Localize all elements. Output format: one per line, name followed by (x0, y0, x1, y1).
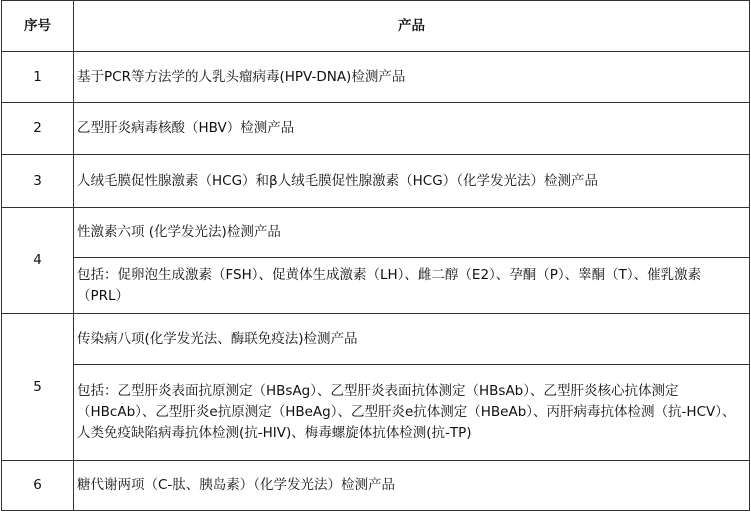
row-index: 5 (2, 314, 74, 461)
row-product: 乙型肝炎病毒核酸（HBV）检测产品 (74, 103, 750, 155)
header-product: 产品 (74, 1, 750, 52)
row-product: 性激素六项 (化学发光法)检测产品 (74, 208, 750, 258)
row-index: 4 (2, 208, 74, 314)
row-product: 传染病八项(化学发光法、酶联免疫法)检测产品 (74, 314, 750, 365)
row-product: 基于PCR等方法学的人乳头瘤病毒(HPV-DNA)检测产品 (74, 52, 750, 103)
row-product: 糖代谢两项（C-肽、胰岛素）（化学发光法）检测产品 (74, 461, 750, 511)
header-index: 序号 (2, 1, 74, 52)
row-index: 6 (2, 461, 74, 511)
table-row (2, 103, 750, 155)
table-row (2, 461, 750, 511)
table-row-detail (2, 365, 750, 461)
table-row-detail (2, 258, 750, 314)
row-detail: 包括：促卵泡生成激素（FSH）、促黄体生成激素（LH）、雌二醇（E2）、孕酮（P）、睾酮（T）、催乳激素（PRL） (74, 258, 750, 314)
table-row (2, 314, 750, 365)
row-index: 3 (2, 155, 74, 208)
row-index: 2 (2, 103, 74, 155)
row-product: 人绒毛膜促性腺激素（HCG）和β人绒毛膜促性腺激素（HCG）（化学发光法）检测产品 (74, 155, 750, 208)
table-header-row (2, 1, 750, 52)
table-row (2, 52, 750, 103)
row-detail: 包括：乙型肝炎表面抗原测定（HBsAg）、乙型肝炎表面抗体测定（HBsAb）、乙型肝炎核心抗体测定（HBcAb）、乙型肝炎e抗原测定（HBeAg）、乙型肝炎e抗体测定（HBeAb）、丙肝病毒抗体检测（抗-HCV）、人类免疫缺陷病毒抗体检测(抗-HIV)、梅毒螺旋体抗体检测(抗-TP) (74, 365, 750, 461)
table-row (2, 208, 750, 258)
row-index: 1 (2, 52, 74, 103)
table-row (2, 155, 750, 208)
product-table (1, 0, 750, 511)
